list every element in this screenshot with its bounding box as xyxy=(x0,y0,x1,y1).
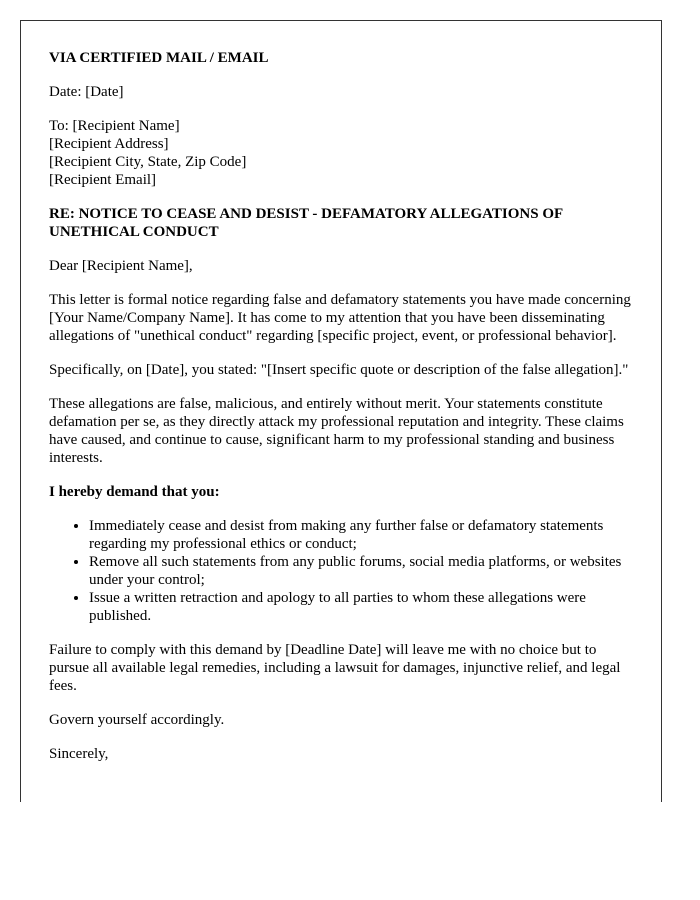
demand-list xyxy=(49,517,633,625)
paragraph-notice: This letter is formal notice regarding false and defamatory statements you have made concerning [Your Name/Company Name]. It has come to my attention that you have been disseminating allegations of "unethical conduct" regarding [specific project, event, or professional behavior]. xyxy=(49,292,631,344)
letter-page xyxy=(20,20,662,802)
paragraph-harm: These allegations are false, malicious, and entirely without merit. Your statements constitute defamation per se, as they directly attack my professional reputation and integrity. These claims have caused, and continue to cause, significant harm to my professional standing and business interests. xyxy=(49,396,624,466)
list-item: • Remove all such statements from any public forums, social media platforms, or websites under your control; xyxy=(89,553,633,589)
recipient-city: [Recipient City, State, Zip Code] xyxy=(49,154,247,170)
paragraph-quote: Specifically, on [Date], you stated: "[Insert specific quote or description of the false allegation]." xyxy=(49,362,629,378)
demand-heading: I hereby demand that you: xyxy=(49,484,220,500)
salutation: Dear [Recipient Name], xyxy=(49,258,193,274)
subject-line: RE: NOTICE TO CEASE AND DESIST - DEFAMATORY ALLEGATIONS OF UNETHICAL CONDUCT xyxy=(49,206,563,240)
list-item: • Immediately cease and desist from making any further false or defamatory statements regarding my professional ethics or conduct; xyxy=(89,517,633,553)
recipient-name: To: [Recipient Name] xyxy=(49,118,180,134)
recipient-email: [Recipient Email] xyxy=(49,172,157,188)
closing: Sincerely, xyxy=(49,746,109,762)
recipient-block xyxy=(49,117,633,189)
paragraph-consequences: Failure to comply with this demand by [Deadline Date] will leave me with no choice but to pursue all available legal remedies, including a lawsuit for damages, injunctive relief, and legal fees. xyxy=(49,642,621,694)
list-item: • Issue a written retraction and apology to all parties to whom these allegations were published. xyxy=(89,589,633,625)
delivery-method: VIA CERTIFIED MAIL / EMAIL xyxy=(49,50,269,66)
letter-date: Date: [Date] xyxy=(49,84,124,100)
recipient-address: [Recipient Address] xyxy=(49,136,169,152)
paragraph-govern: Govern yourself accordingly. xyxy=(49,712,225,728)
